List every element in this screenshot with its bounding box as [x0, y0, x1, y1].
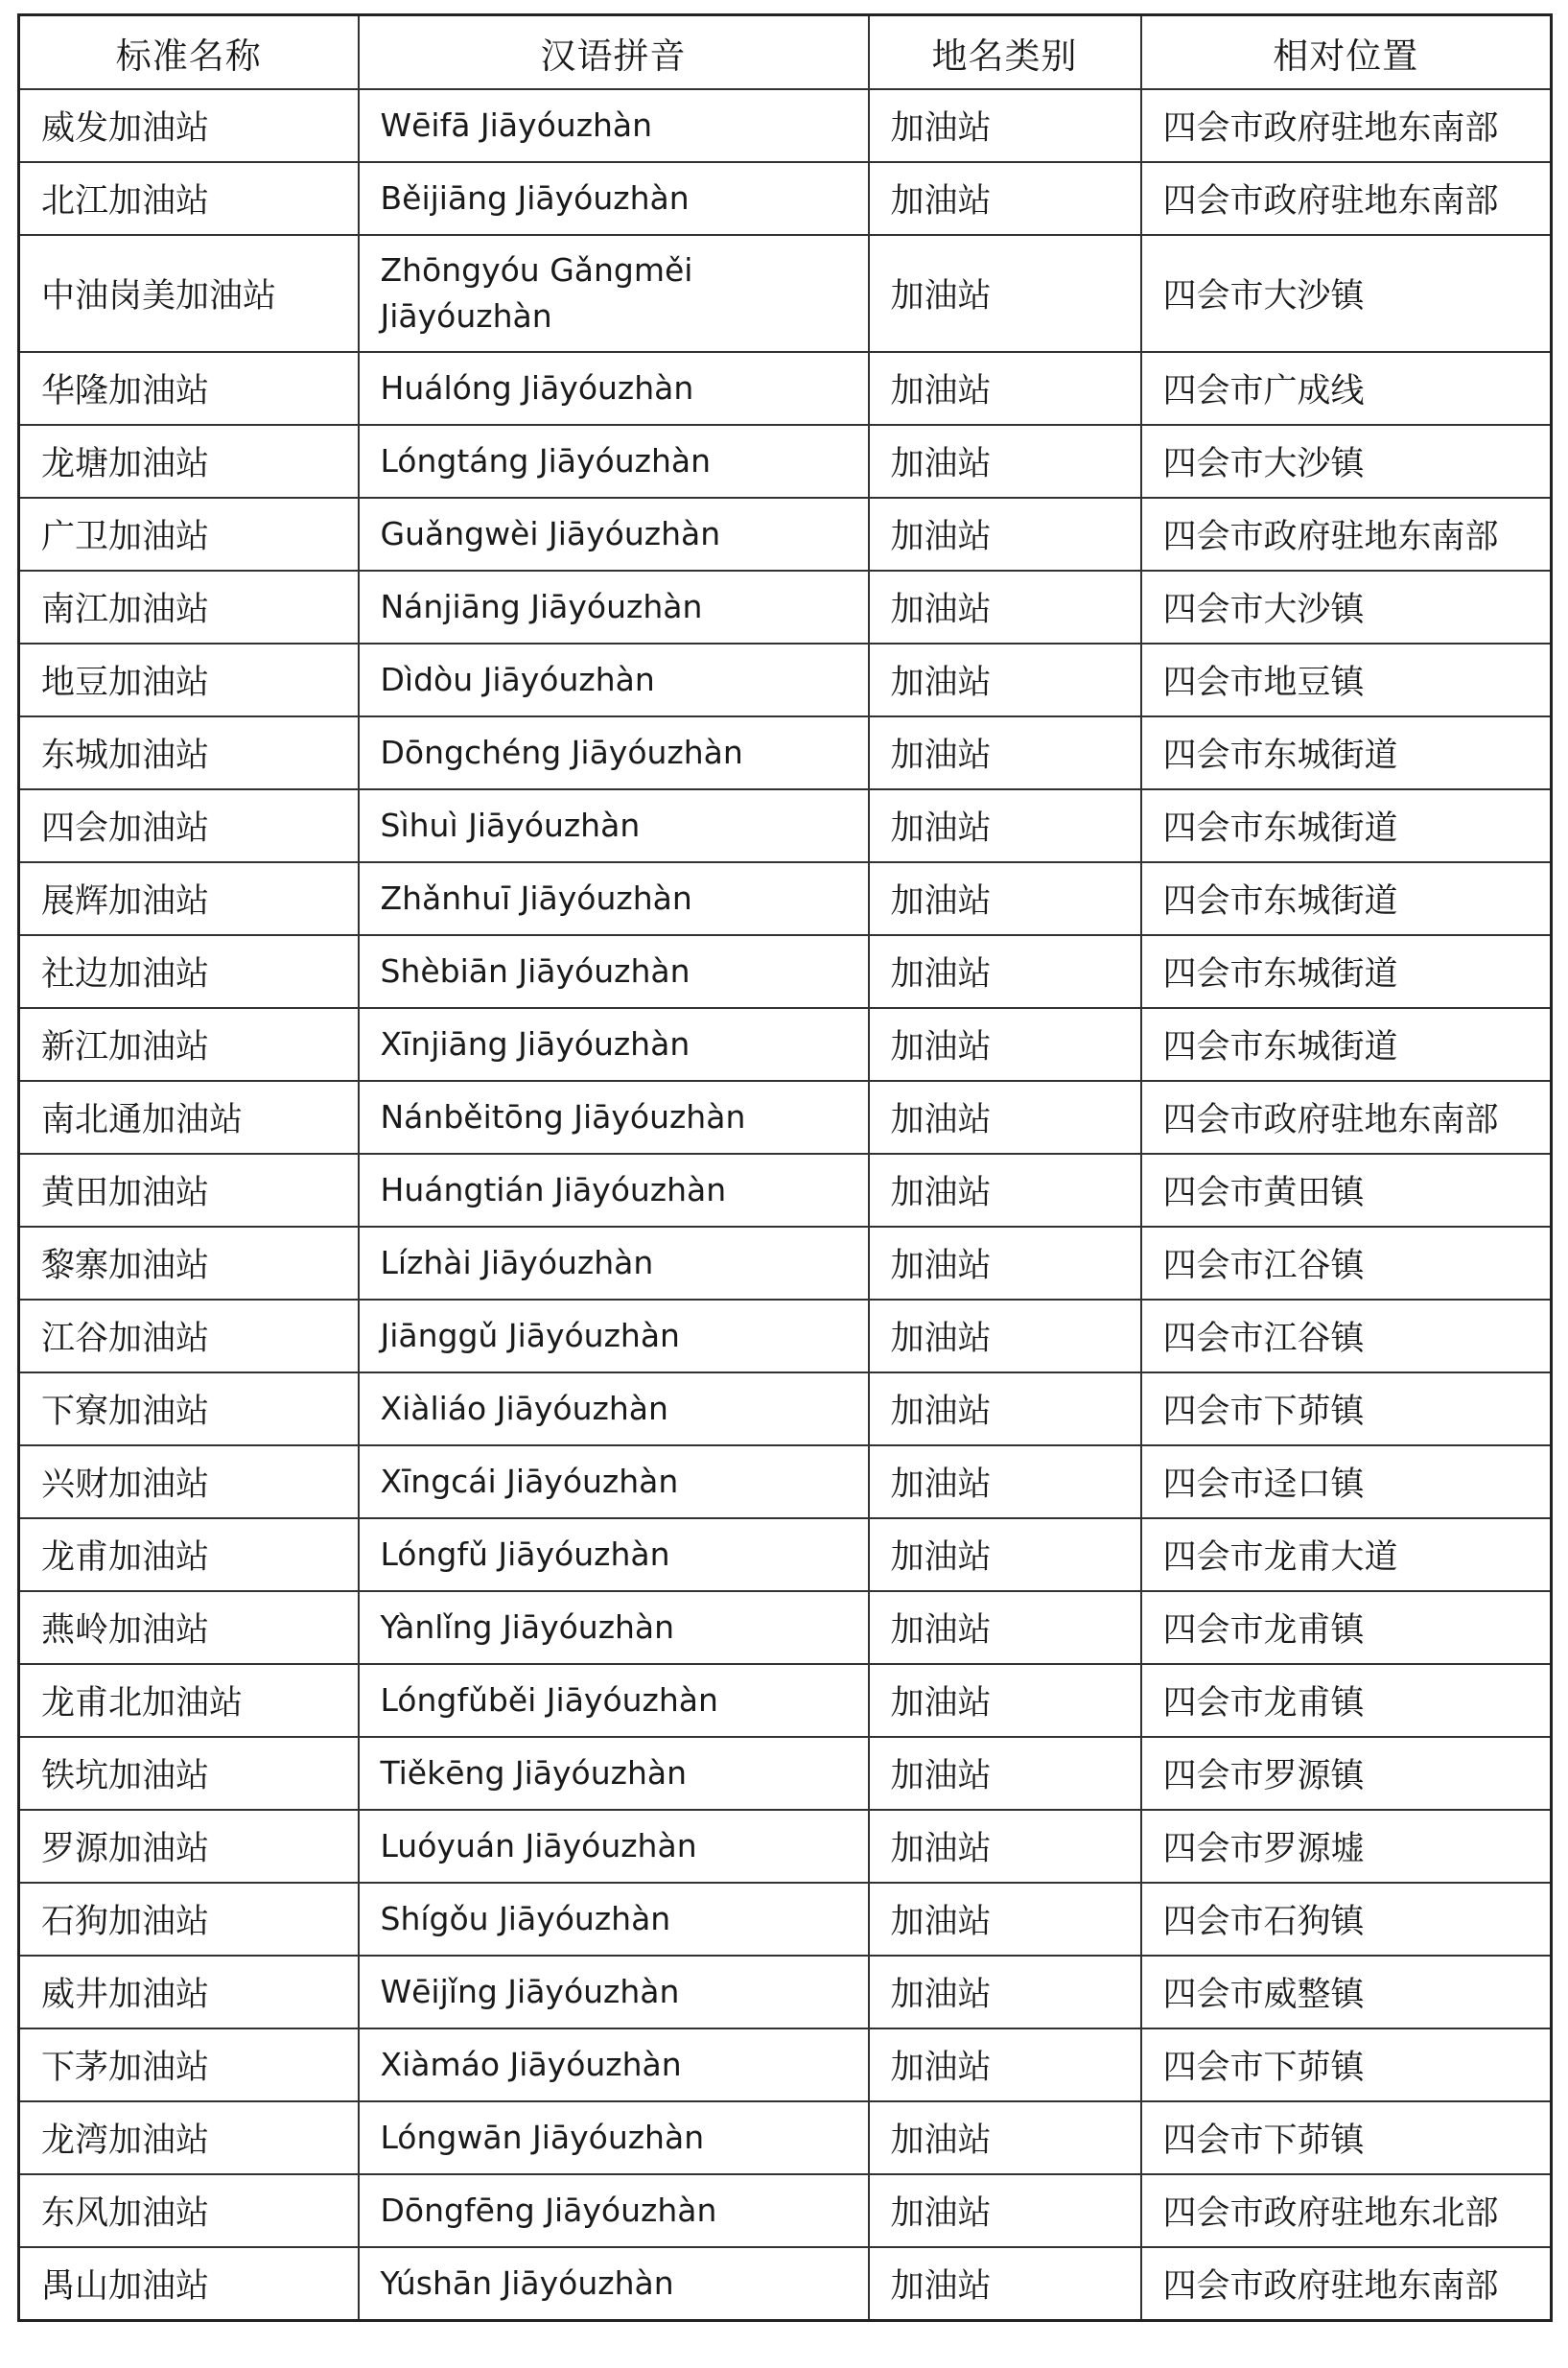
cell-pinyin: Nánjiāng Jiāyóuzhàn: [359, 571, 869, 644]
cell-place-type: 加油站: [869, 1737, 1141, 1810]
cell-place-type: 加油站: [869, 644, 1141, 716]
cell-standard-name: 江谷加油站: [19, 1300, 359, 1372]
cell-place-type: 加油站: [869, 571, 1141, 644]
cell-relative-location: 四会市政府驻地东南部: [1141, 89, 1552, 162]
cell-pinyin: Guǎngwèi Jiāyóuzhàn: [359, 498, 869, 571]
cell-standard-name: 展辉加油站: [19, 862, 359, 935]
cell-relative-location: 四会市政府驻地东南部: [1141, 2247, 1552, 2321]
cell-relative-location: 四会市江谷镇: [1141, 1227, 1552, 1300]
cell-relative-location: 四会市罗源镇: [1141, 1737, 1552, 1810]
cell-pinyin: Yànlǐng Jiāyóuzhàn: [359, 1591, 869, 1664]
cell-place-type: 加油站: [869, 1591, 1141, 1664]
table-row: [19, 571, 1552, 644]
cell-pinyin: Dōngfēng Jiāyóuzhàn: [359, 2174, 869, 2247]
table-row: [19, 1737, 1552, 1810]
table-row: [19, 1956, 1552, 2028]
cell-place-type: 加油站: [869, 862, 1141, 935]
table-row: [19, 2174, 1552, 2247]
cell-standard-name: 铁坑加油站: [19, 1737, 359, 1810]
cell-pinyin: Zhǎnhuī Jiāyóuzhàn: [359, 862, 869, 935]
table-row: [19, 862, 1552, 935]
cell-standard-name: 黎寨加油站: [19, 1227, 359, 1300]
table-row: [19, 1883, 1552, 1956]
cell-pinyin: Luóyuán Jiāyóuzhàn: [359, 1810, 869, 1883]
cell-relative-location: 四会市下茆镇: [1141, 1372, 1552, 1445]
cell-standard-name: 北江加油站: [19, 162, 359, 235]
cell-pinyin: Tiěkēng Jiāyóuzhàn: [359, 1737, 869, 1810]
cell-pinyin: Jiānggǔ Jiāyóuzhàn: [359, 1300, 869, 1372]
cell-place-type: 加油站: [869, 789, 1141, 862]
cell-place-type: 加油站: [869, 498, 1141, 571]
cell-place-type: 加油站: [869, 1081, 1141, 1154]
cell-pinyin: Nánběitōng Jiāyóuzhàn: [359, 1081, 869, 1154]
table-row: [19, 2028, 1552, 2101]
table-row: [19, 1008, 1552, 1081]
cell-relative-location: 四会市大沙镇: [1141, 425, 1552, 498]
cell-relative-location: 四会市龙甫镇: [1141, 1664, 1552, 1737]
table-row: [19, 162, 1552, 235]
cell-standard-name: 中油岗美加油站: [19, 235, 359, 352]
table-row: [19, 498, 1552, 571]
cell-relative-location: 四会市广成线: [1141, 352, 1552, 425]
cell-place-type: 加油站: [869, 89, 1141, 162]
cell-standard-name: 威井加油站: [19, 1956, 359, 2028]
cell-standard-name: 黄田加油站: [19, 1154, 359, 1227]
cell-pinyin: Lóngwān Jiāyóuzhàn: [359, 2101, 869, 2174]
cell-relative-location: 四会市大沙镇: [1141, 571, 1552, 644]
cell-place-type: 加油站: [869, 425, 1141, 498]
cell-place-type: 加油站: [869, 1300, 1141, 1372]
cell-pinyin: Yúshān Jiāyóuzhàn: [359, 2247, 869, 2321]
cell-standard-name: 地豆加油站: [19, 644, 359, 716]
cell-pinyin: Lóngfǔ Jiāyóuzhàn: [359, 1518, 869, 1591]
cell-pinyin: Huángtián Jiāyóuzhàn: [359, 1154, 869, 1227]
cell-place-type: 加油站: [869, 352, 1141, 425]
cell-standard-name: 罗源加油站: [19, 1810, 359, 1883]
cell-place-type: 加油站: [869, 235, 1141, 352]
cell-place-type: 加油站: [869, 716, 1141, 789]
cell-standard-name: 新江加油站: [19, 1008, 359, 1081]
cell-relative-location: 四会市龙甫镇: [1141, 1591, 1552, 1664]
cell-relative-location: 四会市东城街道: [1141, 862, 1552, 935]
cell-pinyin: Dōngchéng Jiāyóuzhàn: [359, 716, 869, 789]
table-row: [19, 1810, 1552, 1883]
table-row: [19, 89, 1552, 162]
cell-place-type: 加油站: [869, 2174, 1141, 2247]
cell-relative-location: 四会市东城街道: [1141, 716, 1552, 789]
cell-standard-name: 东风加油站: [19, 2174, 359, 2247]
table-row: [19, 1445, 1552, 1518]
cell-pinyin: Wēifā Jiāyóuzhàn: [359, 89, 869, 162]
cell-place-type: 加油站: [869, 1956, 1141, 2028]
cell-standard-name: 南江加油站: [19, 571, 359, 644]
cell-relative-location: 四会市石狗镇: [1141, 1883, 1552, 1956]
cell-standard-name: 下茅加油站: [19, 2028, 359, 2101]
cell-relative-location: 四会市威整镇: [1141, 1956, 1552, 2028]
table-row: [19, 1227, 1552, 1300]
header-relative-location: 相对位置: [1141, 15, 1552, 90]
cell-standard-name: 龙甫北加油站: [19, 1664, 359, 1737]
place-name-table: [17, 13, 1553, 2322]
cell-standard-name: 四会加油站: [19, 789, 359, 862]
document-page: [17, 13, 1550, 2322]
cell-pinyin: Běijiāng Jiāyóuzhàn: [359, 162, 869, 235]
cell-standard-name: 社边加油站: [19, 935, 359, 1008]
cell-relative-location: 四会市政府驻地东南部: [1141, 162, 1552, 235]
cell-standard-name: 燕岭加油站: [19, 1591, 359, 1664]
cell-place-type: 加油站: [869, 1372, 1141, 1445]
table-header-row: [19, 15, 1552, 90]
cell-place-type: 加油站: [869, 1518, 1141, 1591]
cell-relative-location: 四会市东城街道: [1141, 789, 1552, 862]
cell-pinyin: Zhōngyóu Gǎngměi Jiāyóuzhàn: [359, 235, 869, 352]
cell-pinyin: Xīngcái Jiāyóuzhàn: [359, 1445, 869, 1518]
cell-relative-location: 四会市政府驻地东北部: [1141, 2174, 1552, 2247]
table-row: [19, 2101, 1552, 2174]
table-row: [19, 935, 1552, 1008]
table-row: [19, 2247, 1552, 2321]
cell-relative-location: 四会市东城街道: [1141, 1008, 1552, 1081]
table-row: [19, 789, 1552, 862]
cell-place-type: 加油站: [869, 1227, 1141, 1300]
cell-pinyin: Xiàmáo Jiāyóuzhàn: [359, 2028, 869, 2101]
cell-relative-location: 四会市黄田镇: [1141, 1154, 1552, 1227]
cell-standard-name: 龙湾加油站: [19, 2101, 359, 2174]
cell-relative-location: 四会市迳口镇: [1141, 1445, 1552, 1518]
table-body: [19, 89, 1552, 2321]
table-row: [19, 1300, 1552, 1372]
cell-relative-location: 四会市江谷镇: [1141, 1300, 1552, 1372]
cell-standard-name: 龙甫加油站: [19, 1518, 359, 1591]
cell-pinyin: Wēijǐng Jiāyóuzhàn: [359, 1956, 869, 2028]
cell-place-type: 加油站: [869, 935, 1141, 1008]
table-row: [19, 1372, 1552, 1445]
cell-pinyin: Shígǒu Jiāyóuzhàn: [359, 1883, 869, 1956]
cell-relative-location: 四会市东城街道: [1141, 935, 1552, 1008]
cell-pinyin: Xīnjiāng Jiāyóuzhàn: [359, 1008, 869, 1081]
table-row: [19, 352, 1552, 425]
cell-standard-name: 下寮加油站: [19, 1372, 359, 1445]
table-row: [19, 716, 1552, 789]
cell-pinyin: Dìdòu Jiāyóuzhàn: [359, 644, 869, 716]
table-row: [19, 1664, 1552, 1737]
cell-standard-name: 南北通加油站: [19, 1081, 359, 1154]
cell-place-type: 加油站: [869, 1008, 1141, 1081]
cell-standard-name: 东城加油站: [19, 716, 359, 789]
cell-relative-location: 四会市龙甫大道: [1141, 1518, 1552, 1591]
table-row: [19, 1591, 1552, 1664]
cell-relative-location: 四会市下茆镇: [1141, 2028, 1552, 2101]
table-row: [19, 425, 1552, 498]
cell-relative-location: 四会市地豆镇: [1141, 644, 1552, 716]
cell-standard-name: 广卫加油站: [19, 498, 359, 571]
cell-place-type: 加油站: [869, 162, 1141, 235]
cell-pinyin: Sìhuì Jiāyóuzhàn: [359, 789, 869, 862]
cell-place-type: 加油站: [869, 1664, 1141, 1737]
cell-relative-location: 四会市下茆镇: [1141, 2101, 1552, 2174]
cell-place-type: 加油站: [869, 2028, 1141, 2101]
cell-pinyin: Lízhài Jiāyóuzhàn: [359, 1227, 869, 1300]
header-pinyin: 汉语拼音: [359, 15, 869, 90]
cell-standard-name: 华隆加油站: [19, 352, 359, 425]
cell-place-type: 加油站: [869, 1810, 1141, 1883]
table-row: [19, 235, 1552, 352]
table-row: [19, 1081, 1552, 1154]
cell-place-type: 加油站: [869, 2247, 1141, 2321]
table-row: [19, 1518, 1552, 1591]
cell-place-type: 加油站: [869, 2101, 1141, 2174]
header-standard-name: 标准名称: [19, 15, 359, 90]
cell-standard-name: 兴财加油站: [19, 1445, 359, 1518]
cell-standard-name: 石狗加油站: [19, 1883, 359, 1956]
cell-relative-location: 四会市罗源墟: [1141, 1810, 1552, 1883]
cell-pinyin: Lóngfǔběi Jiāyóuzhàn: [359, 1664, 869, 1737]
cell-standard-name: 龙塘加油站: [19, 425, 359, 498]
table-row: [19, 644, 1552, 716]
table-row: [19, 1154, 1552, 1227]
header-place-type: 地名类别: [869, 15, 1141, 90]
cell-pinyin: Shèbiān Jiāyóuzhàn: [359, 935, 869, 1008]
cell-pinyin: Huálóng Jiāyóuzhàn: [359, 352, 869, 425]
cell-pinyin: Lóngtáng Jiāyóuzhàn: [359, 425, 869, 498]
cell-place-type: 加油站: [869, 1445, 1141, 1518]
cell-pinyin: Xiàliáo Jiāyóuzhàn: [359, 1372, 869, 1445]
cell-standard-name: 禺山加油站: [19, 2247, 359, 2321]
cell-place-type: 加油站: [869, 1154, 1141, 1227]
cell-relative-location: 四会市政府驻地东南部: [1141, 1081, 1552, 1154]
cell-place-type: 加油站: [869, 1883, 1141, 1956]
cell-standard-name: 威发加油站: [19, 89, 359, 162]
cell-relative-location: 四会市政府驻地东南部: [1141, 498, 1552, 571]
cell-relative-location: 四会市大沙镇: [1141, 235, 1552, 352]
